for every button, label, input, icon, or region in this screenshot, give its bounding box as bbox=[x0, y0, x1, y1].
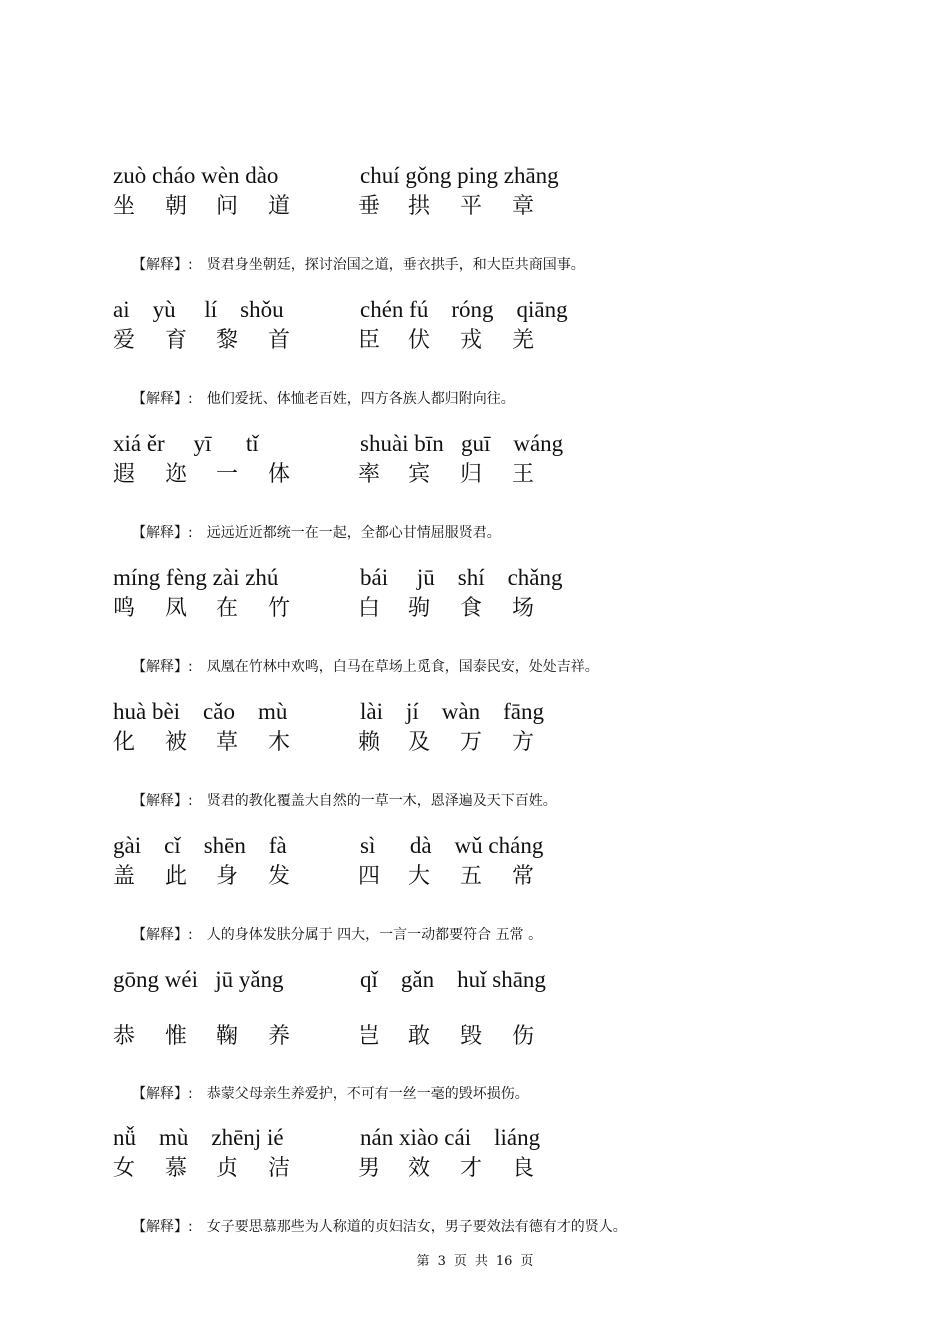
hanzi-character: 育 bbox=[165, 328, 188, 353]
hanzi-character: 驹 bbox=[408, 596, 431, 621]
hanzi-character: 伤 bbox=[512, 1024, 535, 1049]
hanzi-character: 臣 bbox=[358, 328, 381, 353]
footer-total-pages: 16 bbox=[495, 1254, 513, 1269]
hanzi-character: 归 bbox=[460, 462, 483, 487]
hanzi-character: 宾 bbox=[408, 462, 431, 487]
explanation-text: 凤凰在竹林中欢鸣，白马在草场上觅食，国泰民安，处处吉祥。 bbox=[206, 659, 599, 675]
pinyin-line: gài cǐ shēn fà bbox=[113, 833, 287, 858]
explanation-text: 女子要思慕那些为人称道的贞妇洁女，男子要效法有德有才的贤人。 bbox=[206, 1219, 627, 1235]
hanzi-character: 惟 bbox=[165, 1024, 188, 1049]
pinyin-line: qǐ gǎn huǐ shāng bbox=[360, 967, 546, 992]
hanzi-character: 鞠 bbox=[216, 1024, 239, 1049]
footer-suffix: 页 bbox=[520, 1254, 534, 1269]
footer-prefix: 第 bbox=[416, 1254, 430, 1269]
hanzi-character: 良 bbox=[512, 1156, 535, 1181]
hanzi-character: 化 bbox=[113, 730, 136, 755]
explanation bbox=[132, 258, 585, 272]
hanzi-character: 体 bbox=[268, 462, 291, 487]
hanzi-character: 方 bbox=[512, 730, 535, 755]
hanzi-character: 盖 bbox=[113, 864, 136, 889]
hanzi-character: 才 bbox=[460, 1156, 483, 1181]
explanation-label: 【解释】: bbox=[132, 1219, 193, 1235]
explanation-text: 贤君的教化覆盖大自然的一草一木，恩泽遍及天下百姓。 bbox=[206, 793, 557, 809]
hanzi-character: 垂 bbox=[358, 194, 381, 219]
pinyin-line: sì dà wǔ cháng bbox=[360, 833, 544, 858]
hanzi-character: 四 bbox=[358, 864, 381, 889]
hanzi-character: 毁 bbox=[460, 1024, 483, 1049]
hanzi-character: 赖 bbox=[358, 730, 381, 755]
hanzi-character: 身 bbox=[216, 864, 239, 889]
hanzi-character: 问 bbox=[216, 194, 239, 219]
explanation bbox=[132, 928, 542, 942]
pinyin-line: ai yù lí shǒu bbox=[113, 297, 284, 322]
pinyin-line: lài jí wàn fāng bbox=[360, 699, 544, 724]
pinyin-line: huà bèi cǎo mù bbox=[113, 699, 288, 724]
pinyin-line: nǚ mù zhēnj ié bbox=[113, 1125, 284, 1150]
explanation-label: 【解释】: bbox=[132, 927, 193, 943]
explanation bbox=[132, 794, 557, 808]
pinyin-line: nán xiào cái liáng bbox=[360, 1125, 541, 1150]
explanation-label: 【解释】: bbox=[132, 793, 193, 809]
hanzi-character: 首 bbox=[268, 328, 291, 353]
hanzi-character: 场 bbox=[512, 596, 535, 621]
explanation-label: 【解释】: bbox=[132, 1086, 193, 1102]
hanzi-character: 岂 bbox=[358, 1024, 381, 1049]
hanzi-character: 羌 bbox=[512, 328, 535, 353]
hanzi-character: 贞 bbox=[216, 1156, 239, 1181]
explanation-text: 贤君身坐朝廷，探讨治国之道，垂衣拱手，和大臣共商国事。 bbox=[206, 257, 585, 273]
hanzi-character: 恭 bbox=[113, 1024, 136, 1049]
hanzi-character: 伏 bbox=[408, 328, 431, 353]
hanzi-character: 率 bbox=[358, 462, 381, 487]
hanzi-character: 万 bbox=[460, 730, 483, 755]
hanzi-character: 养 bbox=[268, 1024, 291, 1049]
hanzi-character: 迩 bbox=[165, 462, 188, 487]
hanzi-character: 发 bbox=[268, 864, 291, 889]
explanation-text: 他们爱抚、体恤老百姓，四方各族人都归附向往。 bbox=[206, 391, 515, 407]
hanzi-character: 朝 bbox=[165, 194, 188, 219]
hanzi-character: 鸣 bbox=[113, 596, 136, 621]
pinyin-line: shuài bīn guī wáng bbox=[360, 431, 564, 456]
footer-page-number: 3 bbox=[437, 1254, 446, 1269]
explanation-label: 【解释】: bbox=[132, 525, 193, 541]
hanzi-character: 常 bbox=[512, 864, 535, 889]
hanzi-character: 食 bbox=[460, 596, 483, 621]
hanzi-character: 女 bbox=[113, 1156, 136, 1181]
explanation-text: 人的身体发肤分属于 四大，一言一动都要符合 五常 。 bbox=[206, 927, 543, 943]
explanation bbox=[132, 526, 501, 540]
pinyin-line: zuò cháo wèn dào bbox=[113, 163, 279, 188]
hanzi-character: 效 bbox=[408, 1156, 431, 1181]
hanzi-character: 坐 bbox=[113, 194, 136, 219]
hanzi-character: 道 bbox=[268, 194, 291, 219]
explanation bbox=[132, 1220, 627, 1234]
explanation bbox=[132, 392, 515, 406]
hanzi-character: 男 bbox=[358, 1156, 381, 1181]
hanzi-character: 草 bbox=[216, 730, 239, 755]
hanzi-character: 王 bbox=[512, 462, 535, 487]
hanzi-character: 洁 bbox=[268, 1156, 291, 1181]
hanzi-character: 凤 bbox=[165, 596, 188, 621]
hanzi-character: 白 bbox=[358, 596, 381, 621]
explanation-text: 恭蒙父母亲生养爱护，不可有一丝一毫的毁坏损伤。 bbox=[206, 1086, 529, 1102]
hanzi-character: 被 bbox=[165, 730, 188, 755]
hanzi-character: 平 bbox=[460, 194, 483, 219]
hanzi-character: 五 bbox=[460, 864, 483, 889]
hanzi-character: 敢 bbox=[408, 1024, 431, 1049]
pinyin-line: bái jū shí chǎng bbox=[360, 565, 563, 590]
hanzi-character: 木 bbox=[268, 730, 291, 755]
pinyin-line: chén fú róng qiāng bbox=[360, 297, 568, 322]
hanzi-character: 此 bbox=[165, 864, 188, 889]
footer-total-word: 共 bbox=[474, 1254, 488, 1269]
pinyin-line: xiá ěr yī tǐ bbox=[113, 431, 259, 456]
explanation-label: 【解释】: bbox=[132, 257, 193, 273]
page-footer bbox=[0, 1250, 950, 1269]
pinyin-line: chuí gǒng ping zhāng bbox=[360, 163, 559, 188]
explanation-label: 【解释】: bbox=[132, 391, 193, 407]
hanzi-character: 拱 bbox=[408, 194, 431, 219]
pinyin-line: míng fèng zài zhú bbox=[113, 565, 279, 590]
hanzi-character: 戎 bbox=[460, 328, 483, 353]
hanzi-character: 竹 bbox=[268, 596, 291, 621]
footer-page-word: 页 bbox=[453, 1254, 467, 1269]
hanzi-character: 在 bbox=[216, 596, 239, 621]
hanzi-character: 章 bbox=[512, 194, 535, 219]
explanation-text: 远远近近都统一在一起，全都心甘情屈服贤君。 bbox=[206, 525, 501, 541]
hanzi-character: 遐 bbox=[113, 462, 136, 487]
hanzi-character: 一 bbox=[216, 462, 239, 487]
hanzi-character: 慕 bbox=[165, 1156, 188, 1181]
hanzi-character: 及 bbox=[408, 730, 431, 755]
hanzi-character: 黎 bbox=[216, 328, 239, 353]
explanation bbox=[132, 660, 599, 674]
explanation bbox=[132, 1087, 529, 1101]
hanzi-character: 爱 bbox=[113, 328, 136, 353]
explanation-label: 【解释】: bbox=[132, 659, 193, 675]
hanzi-character: 大 bbox=[408, 864, 431, 889]
pinyin-line: gōng wéi jū yǎng bbox=[113, 967, 284, 992]
